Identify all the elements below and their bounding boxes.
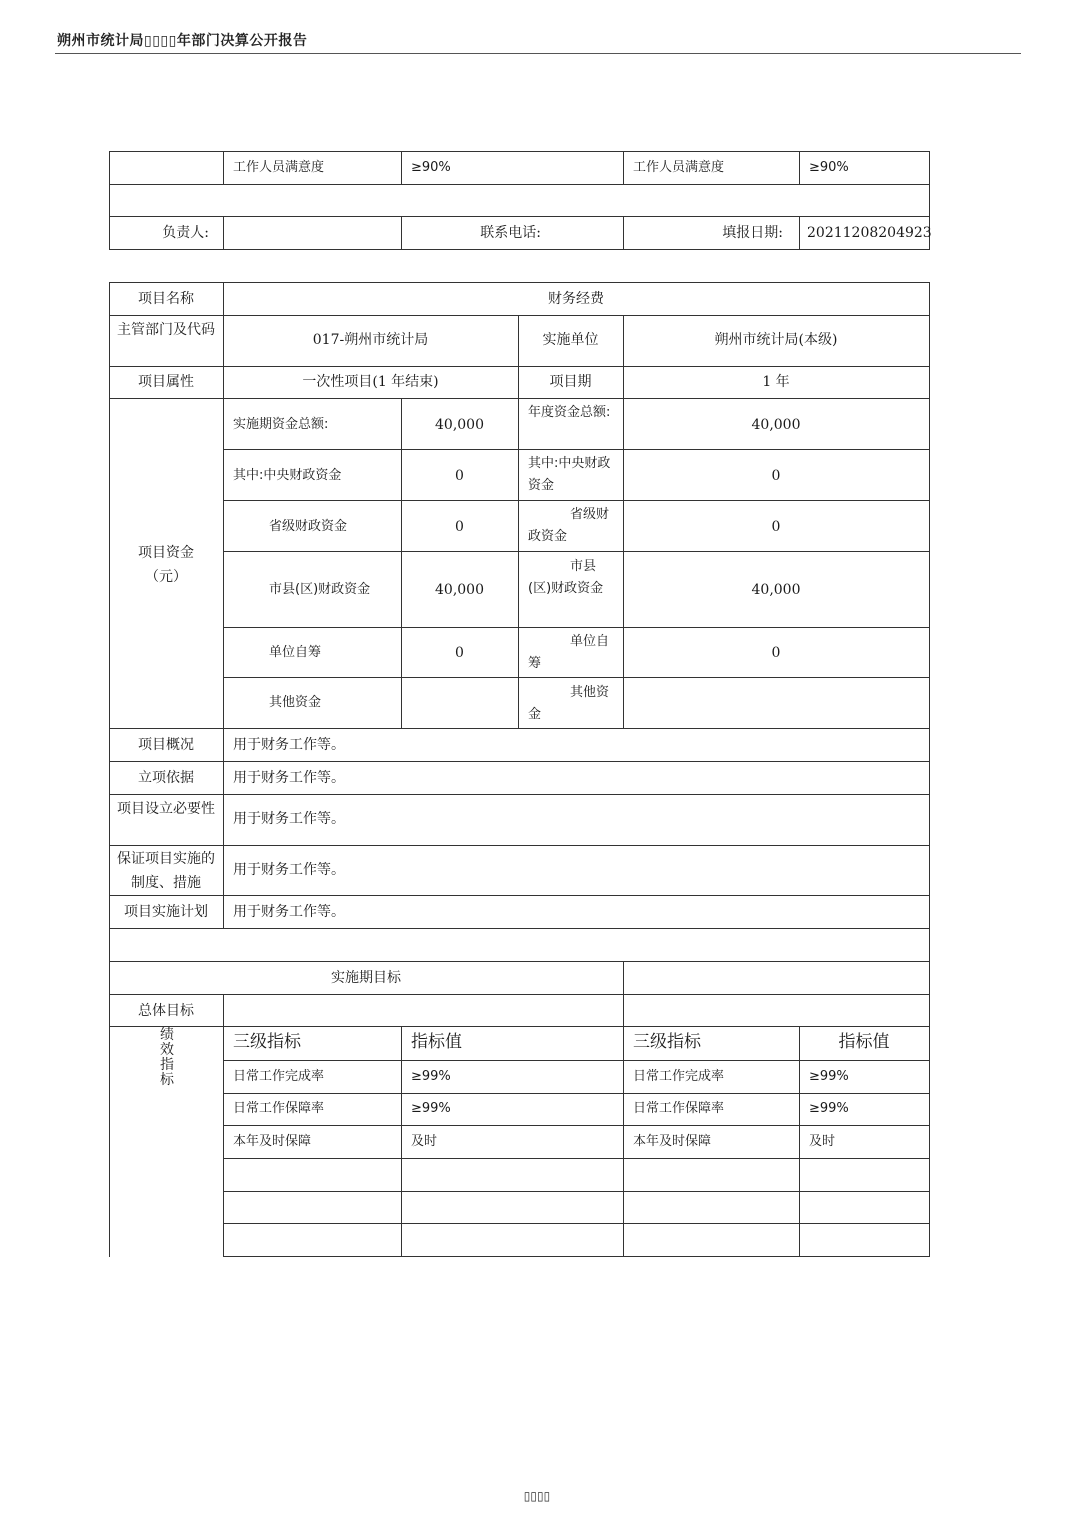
perf-row-value: ≥99% xyxy=(411,1101,451,1116)
fund-central-right-label: 其中:中央财政资金 xyxy=(528,456,611,493)
attr-label: 项目属性 xyxy=(138,374,194,390)
indicator-name: 工作人员满意度 xyxy=(633,160,725,175)
attr-value: 一次性项目(1 年结束) xyxy=(302,374,439,390)
fund-prov-left-value: 0 xyxy=(455,519,464,535)
basis-value: 用于财务工作等。 xyxy=(233,770,345,786)
phone-label: 联系电话: xyxy=(480,225,541,241)
indicator-value: ≥90% xyxy=(411,160,451,175)
period-label: 项目期 xyxy=(549,374,592,390)
indicator-value: ≥90% xyxy=(809,160,849,175)
fund-prov-right-value: 0 xyxy=(771,519,781,535)
period-goal-label: 实施期目标 xyxy=(331,970,401,986)
fund-other-left-label: 其他资金 xyxy=(269,695,322,710)
basis-label: 立项依据 xyxy=(138,770,194,786)
fund-central-left-label: 其中:中央财政资金 xyxy=(233,468,342,483)
perf-row-value: ≥99% xyxy=(411,1069,451,1084)
perf-row-indicator: 本年及时保障 xyxy=(233,1134,312,1149)
perf-row-indicator: 日常工作完成率 xyxy=(233,1069,325,1084)
perf-row-indicator: 日常工作完成率 xyxy=(633,1069,725,1084)
fund-total-left-label: 实施期资金总额: xyxy=(233,417,329,432)
perf-label: 绩效指标 xyxy=(160,1027,174,1088)
project-name-value: 财务经费 xyxy=(548,291,604,307)
project-name-label: 项目名称 xyxy=(138,291,194,307)
necessity-label: 项目设立必要性 xyxy=(117,801,215,817)
header-divider xyxy=(55,53,1021,54)
perf-header-indicator: 三级指标 xyxy=(233,1032,301,1052)
fund-prov-left-label: 省级财政资金 xyxy=(269,519,348,534)
fund-city-right-label: 市县(区)财政资金 xyxy=(528,559,604,596)
guarantee-label: 保证项目实施的制度、措施 xyxy=(117,851,215,891)
fund-city-right-value: 40,000 xyxy=(751,582,801,598)
perf-row-indicator: 日常工作保障率 xyxy=(233,1101,325,1116)
fund-self-right-label: 单位自筹 xyxy=(528,634,610,671)
overview-label: 项目概况 xyxy=(138,737,194,753)
necessity-value: 用于财务工作等。 xyxy=(233,811,345,827)
impl-value: 朔州市统计局(本级) xyxy=(714,332,838,348)
fund-self-right-value: 0 xyxy=(771,645,781,661)
dept-value: 017-朔州市统计局 xyxy=(312,332,429,348)
perf-row-value: 及时 xyxy=(809,1134,836,1149)
impl-label: 实施单位 xyxy=(542,332,599,348)
date-label: 填报日期: xyxy=(722,225,783,241)
perf-row-indicator: 本年及时保障 xyxy=(633,1134,712,1149)
perf-row-value: ≥99% xyxy=(809,1069,849,1084)
fund-city-left-value: 40,000 xyxy=(435,582,484,598)
perf-row-value: 及时 xyxy=(411,1134,438,1149)
fund-central-right-value: 0 xyxy=(771,468,781,484)
fund-central-left-value: 0 xyxy=(455,468,464,484)
overview-value: 用于财务工作等。 xyxy=(233,737,345,753)
date-value: 20211208204923 xyxy=(807,225,932,241)
fund-self-left-label: 单位自筹 xyxy=(269,645,322,660)
page-number: ▯▯▯▯ xyxy=(523,1489,551,1503)
funds-label: 项目资金（元） xyxy=(138,545,194,585)
perf-header-value: 指标值 xyxy=(838,1032,890,1052)
indicator-name: 工作人员满意度 xyxy=(233,160,325,175)
fund-total-left-value: 40,000 xyxy=(435,417,484,433)
plan-label: 项目实施计划 xyxy=(124,904,208,920)
perf-header-indicator: 三级指标 xyxy=(633,1032,701,1052)
fund-prov-right-label: 省级财政资金 xyxy=(528,507,610,544)
report-header: 朔州市统计局▯▯▯▯年部门决算公开报告 xyxy=(57,33,308,49)
person-label: 负责人: xyxy=(162,225,209,241)
guarantee-value: 用于财务工作等。 xyxy=(233,862,345,878)
perf-row-value: ≥99% xyxy=(809,1101,849,1116)
plan-value: 用于财务工作等。 xyxy=(233,904,345,920)
overall-goal-label: 总体目标 xyxy=(138,1003,194,1019)
fund-total-right-value: 40,000 xyxy=(751,417,801,433)
fund-other-right-label: 其他资金 xyxy=(528,685,610,722)
fund-total-right-label: 年度资金总额: xyxy=(528,405,611,420)
period-value: 1 年 xyxy=(762,374,790,390)
perf-header-value: 指标值 xyxy=(411,1032,462,1052)
fund-city-left-label: 市县(区)财政资金 xyxy=(269,582,371,597)
fund-self-left-value: 0 xyxy=(455,645,464,661)
perf-row-indicator: 日常工作保障率 xyxy=(633,1101,725,1116)
dept-label: 主管部门及代码 xyxy=(117,322,215,338)
